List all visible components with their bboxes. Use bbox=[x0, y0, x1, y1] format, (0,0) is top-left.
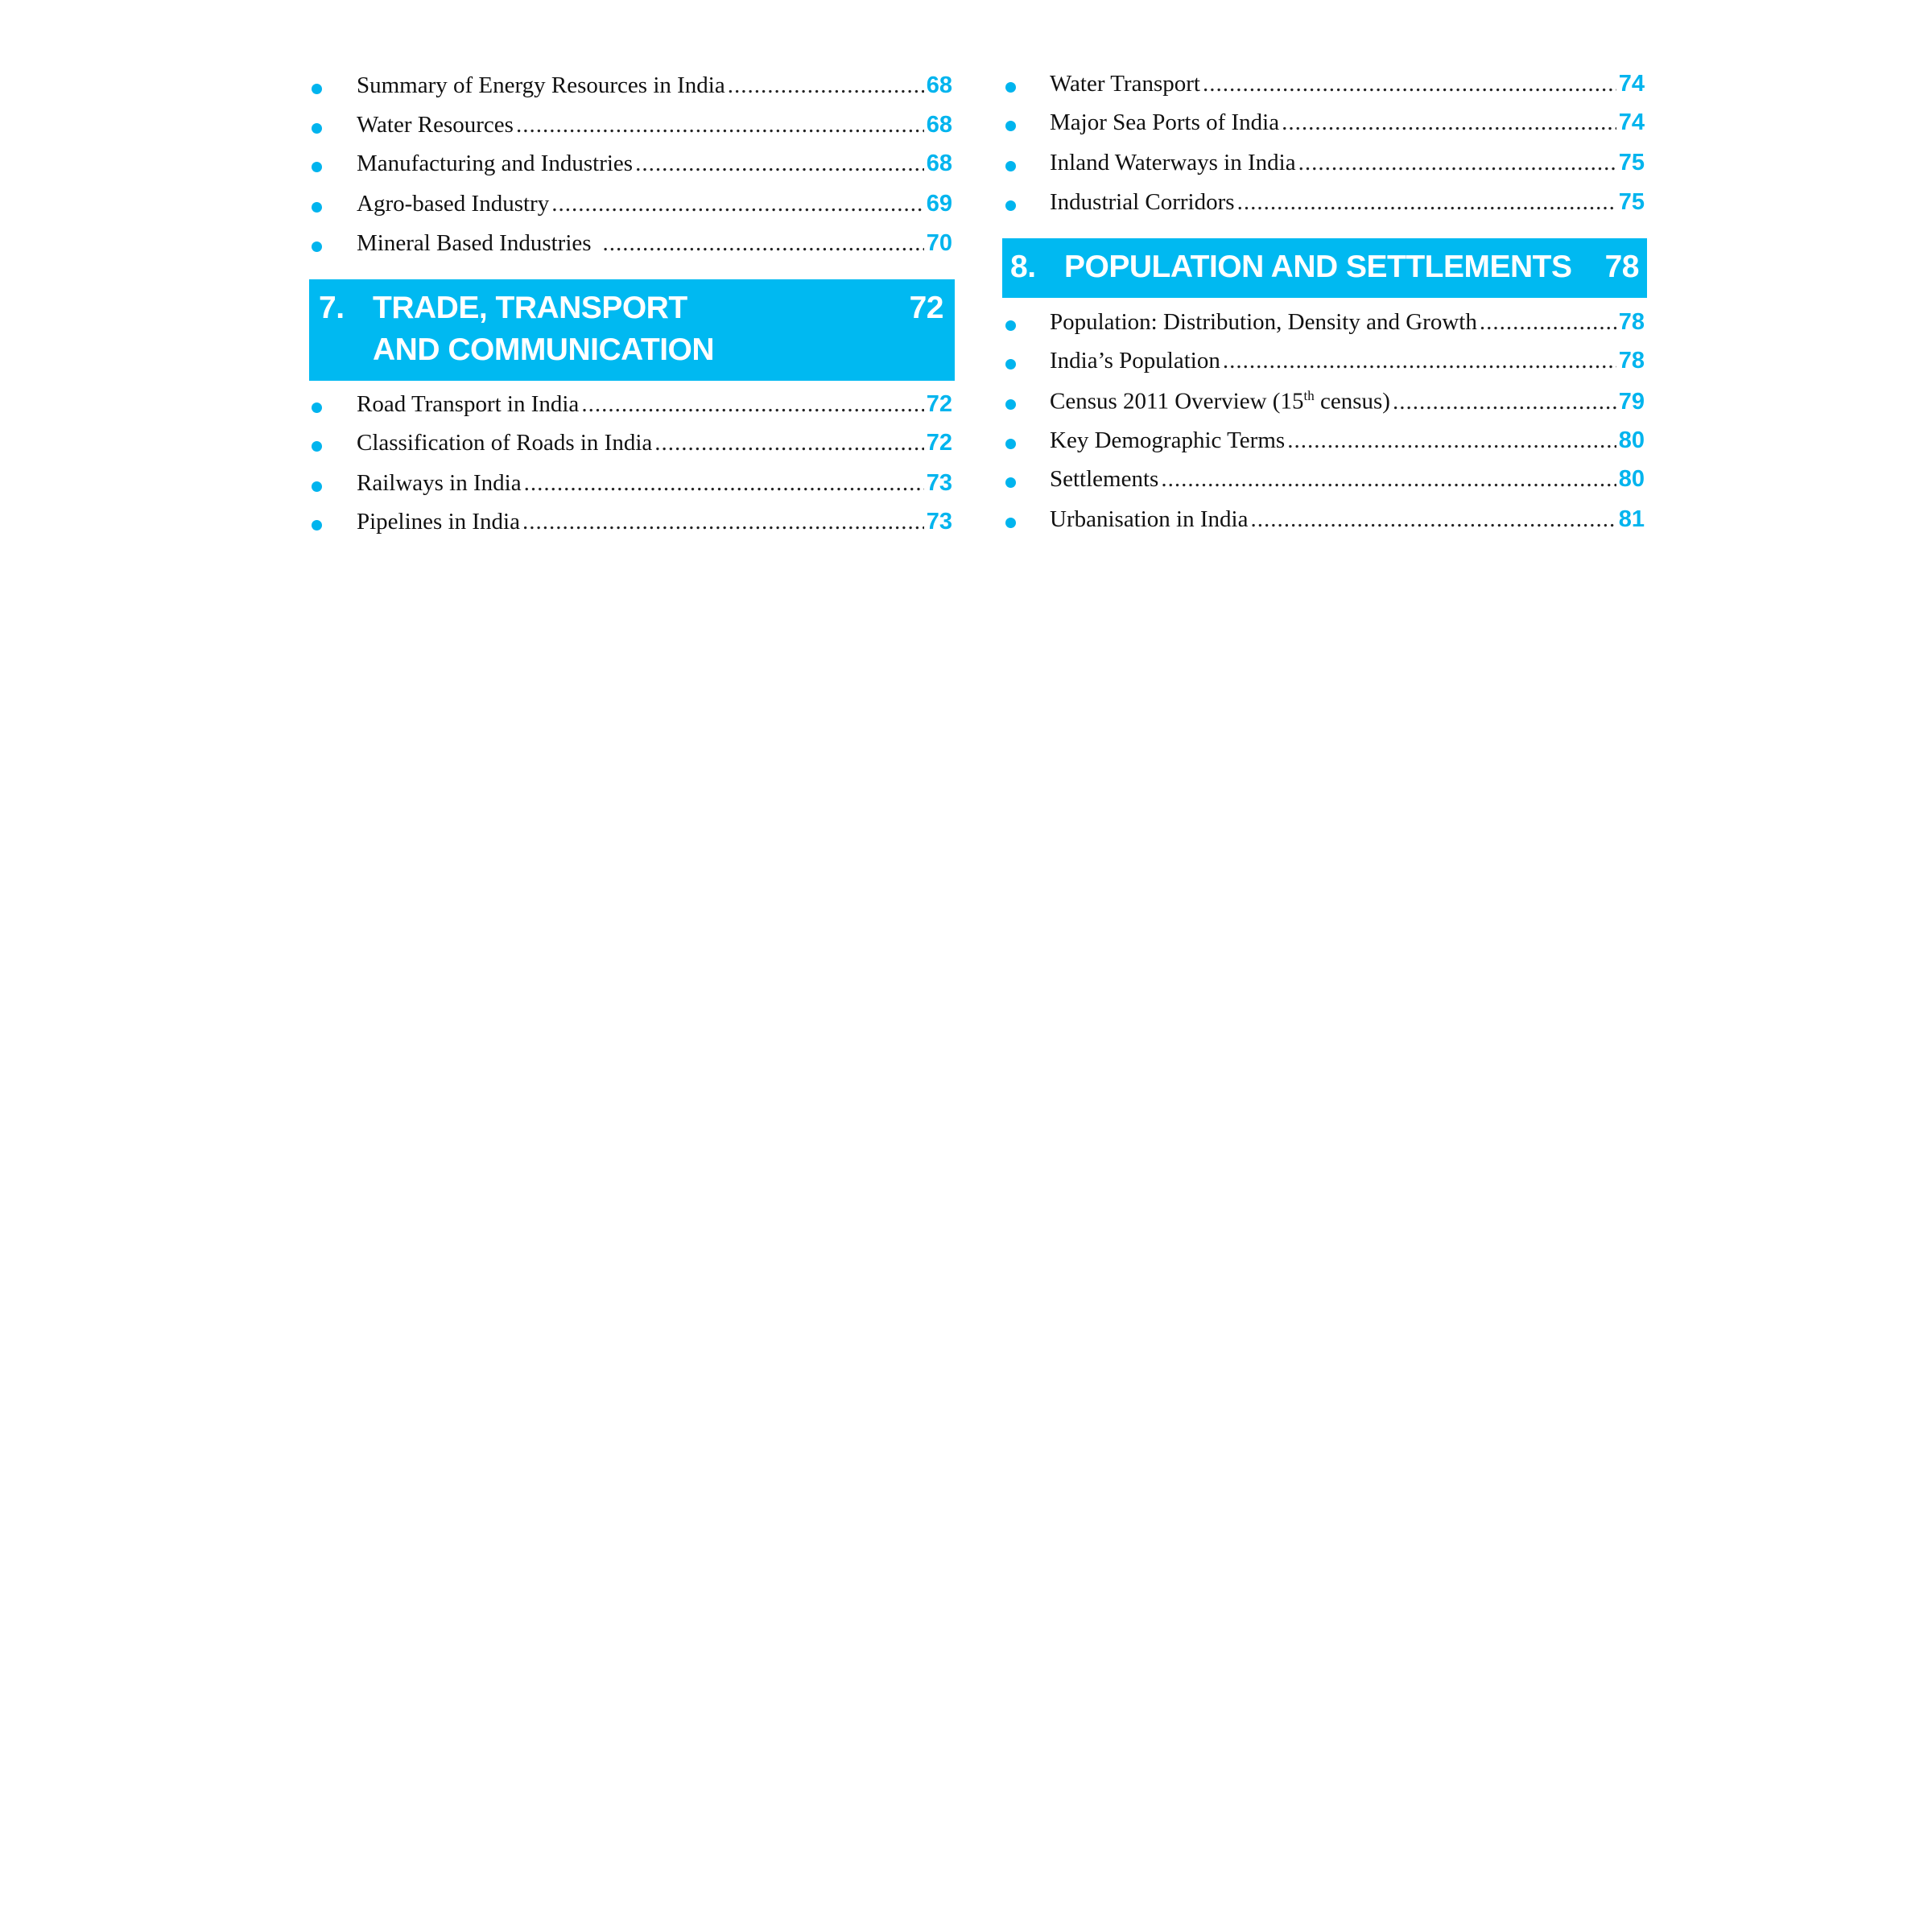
chapter-8-heading[interactable] bbox=[1002, 238, 1647, 298]
page-number: 68 bbox=[926, 151, 952, 176]
toc-entry[interactable] bbox=[1050, 71, 1645, 103]
toc-entry[interactable] bbox=[1050, 427, 1645, 460]
dot-leader bbox=[1287, 427, 1616, 454]
page-number: 72 bbox=[926, 430, 952, 456]
dot-leader bbox=[581, 391, 923, 418]
toc-entry[interactable] bbox=[357, 430, 952, 462]
page-number: 80 bbox=[1618, 466, 1645, 492]
page-number: 73 bbox=[926, 509, 952, 535]
entry-label-main: Census 2011 Overview (15 bbox=[1050, 388, 1304, 415]
dot-leader bbox=[516, 112, 924, 138]
dot-leader bbox=[551, 191, 924, 217]
toc-entry[interactable] bbox=[1050, 309, 1645, 341]
superscript: th bbox=[1303, 388, 1315, 403]
entry-label: Road Transport in India bbox=[357, 391, 580, 417]
bullet-icon bbox=[1005, 439, 1016, 449]
chapter-number: 7. bbox=[319, 291, 345, 325]
entry-label: Major Sea Ports of India bbox=[1050, 109, 1280, 135]
page-number: 73 bbox=[926, 470, 952, 496]
bullet-icon bbox=[1005, 82, 1016, 93]
entry-label: Key Demographic Terms bbox=[1050, 427, 1286, 453]
bullet-icon bbox=[312, 481, 322, 492]
dot-leader bbox=[1161, 466, 1616, 493]
toc-entry[interactable] bbox=[1050, 466, 1645, 498]
entry-label: Water Transport bbox=[1050, 71, 1200, 97]
chapter-title-line2: AND COMMUNICATION bbox=[373, 332, 715, 367]
entry-label: Classification of Roads in India bbox=[357, 430, 653, 456]
entry-label: Settlements bbox=[1050, 466, 1159, 492]
chapter-7-heading[interactable] bbox=[309, 279, 955, 381]
toc-entry[interactable] bbox=[1050, 189, 1645, 221]
toc-entry[interactable] bbox=[1050, 506, 1645, 539]
page-number: 74 bbox=[1618, 71, 1645, 97]
page-number: 78 bbox=[1618, 348, 1645, 374]
page-number: 81 bbox=[1618, 506, 1645, 532]
bullet-icon bbox=[312, 402, 322, 413]
toc-entry[interactable] bbox=[357, 191, 952, 223]
page-number: 70 bbox=[926, 230, 952, 256]
dot-leader bbox=[635, 151, 924, 177]
dot-leader bbox=[1223, 348, 1616, 374]
toc-entry[interactable] bbox=[357, 112, 952, 144]
entry-label: India’s Population bbox=[1050, 348, 1220, 374]
dot-leader bbox=[654, 430, 923, 456]
entry-label: Mineral Based Industries bbox=[357, 230, 592, 256]
toc-entry[interactable] bbox=[357, 509, 952, 541]
dot-leader bbox=[1237, 189, 1616, 216]
bullet-icon bbox=[1005, 200, 1016, 211]
chapter-title-line1: TRADE, TRANSPORT bbox=[373, 291, 687, 325]
toc-entry[interactable] bbox=[1050, 109, 1645, 142]
page-number: 74 bbox=[1618, 109, 1645, 135]
entry-label: Pipelines in India bbox=[357, 509, 520, 535]
entry-label: Manufacturing and Industries bbox=[357, 151, 634, 176]
dot-leader bbox=[1203, 71, 1616, 97]
toc-entry[interactable] bbox=[357, 72, 952, 105]
page-number: 68 bbox=[926, 112, 952, 138]
bullet-icon bbox=[1005, 121, 1016, 131]
dot-leader bbox=[1282, 109, 1616, 136]
toc-entry[interactable] bbox=[1050, 150, 1645, 182]
entry-label-end: census) bbox=[1314, 388, 1390, 415]
dot-leader bbox=[1480, 309, 1616, 336]
bullet-icon bbox=[1005, 359, 1016, 369]
bullet-icon bbox=[1005, 399, 1016, 410]
bullet-icon bbox=[312, 242, 322, 252]
entry-label: Summary of Energy Resources in India bbox=[357, 72, 725, 98]
page-number: 80 bbox=[1618, 427, 1645, 453]
dot-leader bbox=[522, 509, 924, 535]
page-number: 72 bbox=[926, 391, 952, 417]
page-number: 75 bbox=[1618, 150, 1645, 175]
toc-entry[interactable] bbox=[357, 470, 952, 502]
entry-label: Railways in India bbox=[357, 470, 522, 496]
dot-leader bbox=[603, 230, 924, 257]
chapter-page-number: 78 bbox=[1604, 250, 1639, 284]
bullet-icon bbox=[312, 441, 322, 452]
entry-label: Inland Waterways in India bbox=[1050, 150, 1296, 175]
bullet-icon bbox=[1005, 320, 1016, 331]
bullet-icon bbox=[1005, 518, 1016, 528]
chapter-title: POPULATION AND SETTLEMENTS bbox=[1064, 250, 1572, 284]
toc-entry[interactable] bbox=[357, 391, 952, 423]
bullet-icon bbox=[312, 162, 322, 172]
entry-label: Urbanisation in India bbox=[1050, 506, 1249, 532]
entry-label bbox=[1050, 388, 1390, 415]
bullet-icon bbox=[312, 202, 322, 213]
chapter-number: 8. bbox=[1010, 250, 1036, 284]
entry-label: Population: Distribution, Density and Growth bbox=[1050, 309, 1477, 335]
toc-entry[interactable] bbox=[357, 230, 952, 262]
page-number: 75 bbox=[1618, 189, 1645, 215]
page-number: 69 bbox=[926, 191, 952, 217]
bullet-icon bbox=[312, 84, 322, 94]
toc-entry[interactable] bbox=[1050, 348, 1645, 380]
toc-entry[interactable] bbox=[357, 151, 952, 183]
toc-entry[interactable] bbox=[1050, 388, 1645, 420]
bullet-icon bbox=[312, 520, 322, 530]
dot-leader bbox=[728, 72, 924, 99]
bullet-icon bbox=[1005, 477, 1016, 488]
page-number: 68 bbox=[926, 72, 952, 98]
entry-label: Water Resources bbox=[357, 112, 514, 138]
entry-label: Industrial Corridors bbox=[1050, 189, 1235, 215]
page-number: 78 bbox=[1618, 309, 1645, 335]
chapter-page-number: 72 bbox=[909, 291, 943, 325]
entry-label: Agro-based Industry bbox=[357, 191, 550, 217]
bullet-icon bbox=[1005, 161, 1016, 171]
dot-leader bbox=[1298, 150, 1616, 176]
dot-leader bbox=[1393, 389, 1616, 415]
bullet-icon bbox=[312, 123, 322, 134]
dot-leader bbox=[524, 470, 924, 497]
page-number: 79 bbox=[1618, 388, 1645, 415]
dot-leader bbox=[1250, 506, 1616, 533]
